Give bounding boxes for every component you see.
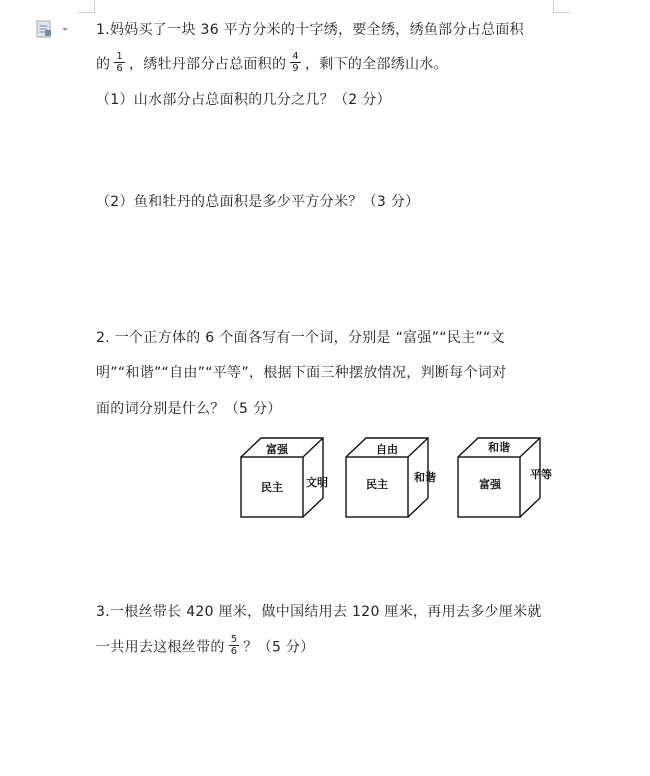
q3-line2-a: 一共用去这根丝带的 (96, 639, 225, 656)
q1-line2-b: ，绣牡丹部分占总面积的 (128, 56, 287, 73)
q3-line1: 3.一根丝带长 420 厘米，做中国结用去 120 厘米，再用去多少厘米就 (96, 604, 542, 620)
cube2-right-label: 和谐 (414, 471, 436, 484)
cube2-front-label: 民主 (366, 478, 388, 491)
fraction-numerator: 1 (116, 51, 123, 62)
cube1-top-label: 富强 (266, 443, 288, 456)
chevron-down-icon (62, 28, 68, 31)
q3-line2-b: ？（5 分） (243, 639, 315, 656)
q1-line2-c: ，剩下的全部绣山水。 (304, 56, 448, 73)
q2-line2: 明”“和谐”“自由”“平等”，根据下面三种摆放情况，判断每个词对 (96, 365, 507, 381)
document-icon (36, 20, 72, 38)
q1-line2-a: 的 (96, 56, 111, 73)
fraction-numerator: 5 (230, 634, 238, 645)
q2-line1: 2. 一个正方体的 6 个面各写有一个词，分别是 “富强”“民主”“文 (96, 330, 505, 346)
q2-line3: 面的词分别是什么？（5 分） (96, 401, 282, 417)
q1-sub2: （2）鱼和牡丹的总面积是多少平方分米？（3 分） (96, 194, 420, 210)
cube1-right-label: 文明 (306, 476, 328, 489)
fraction-5-6 (229, 634, 240, 657)
page-corner-mark-left (78, 0, 95, 13)
cube3-front-label: 富强 (479, 478, 501, 491)
cube2-top-label: 自由 (376, 443, 398, 456)
cube3-right-label: 平等 (530, 468, 552, 481)
fraction-4-9 (290, 51, 301, 74)
q1-sub1: （1）山水部分占总面积的几分之几？（2 分） (96, 92, 391, 108)
fraction-denominator: 9 (292, 63, 299, 74)
cube-diagrams (230, 432, 560, 527)
fraction-denominator: 6 (116, 63, 123, 74)
q1-line2 (96, 53, 448, 76)
q1-line1: 1.妈妈买了一块 36 平方分米的十字绣，要全绣，绣鱼部分占总面积 (96, 22, 524, 38)
cube1-front-label: 民主 (261, 481, 283, 494)
q3-line2 (96, 636, 315, 659)
cube3-top-label: 和谐 (488, 441, 510, 454)
fraction-denominator: 6 (230, 646, 238, 657)
fraction-1-6 (114, 51, 125, 74)
fraction-numerator: 4 (292, 51, 299, 62)
page-corner-mark-right (553, 0, 570, 13)
document-menu-button[interactable] (36, 20, 72, 42)
